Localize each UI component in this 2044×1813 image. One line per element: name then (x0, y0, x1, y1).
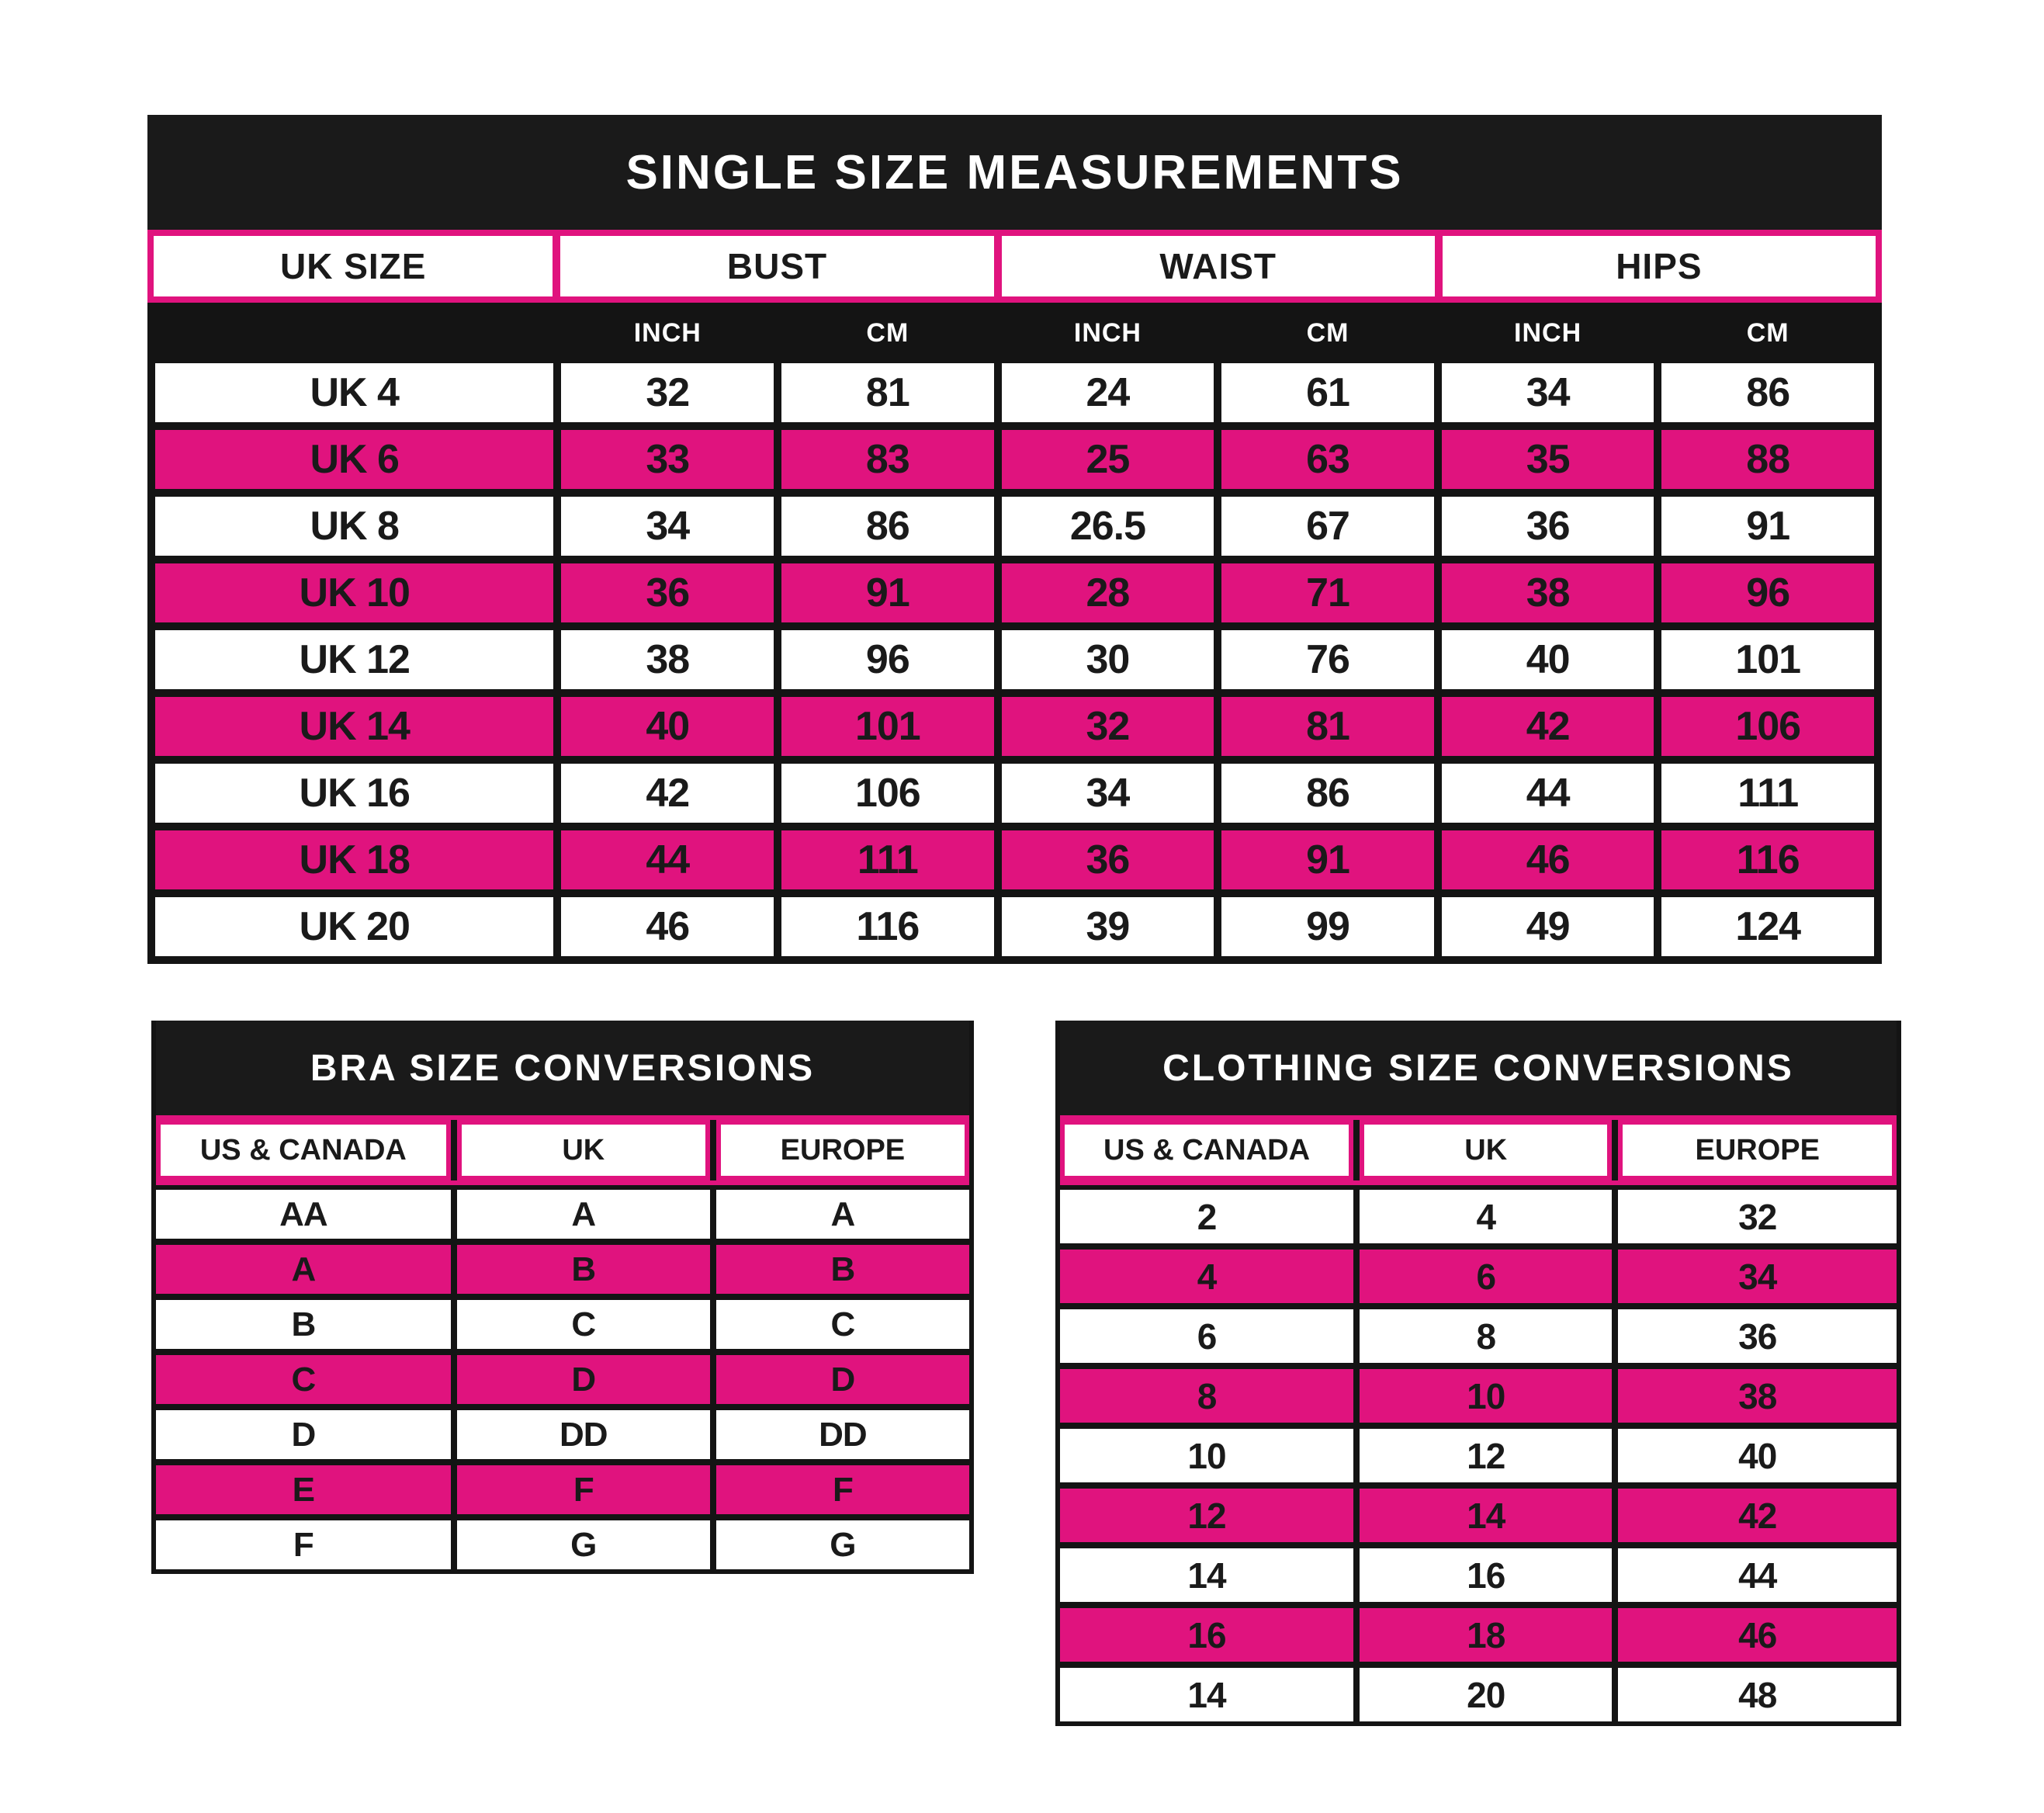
cell-text: F (293, 1525, 314, 1564)
cell-text: 38 (1738, 1375, 1777, 1416)
value-cell (781, 897, 994, 956)
cell-text: B (571, 1250, 596, 1288)
cell-text: 14 (1187, 1555, 1226, 1596)
cell-text: 81 (865, 370, 909, 415)
single-size-title: SINGLE SIZE MEASUREMENTS (625, 145, 1404, 199)
unit-header-hips-inch: INCH (1514, 317, 1582, 348)
value-cell (1002, 563, 1214, 622)
value-cell (1060, 1489, 1353, 1542)
cell-text: 12 (1467, 1435, 1505, 1476)
value-cell (156, 1520, 451, 1569)
column-header-label: WAIST (1159, 246, 1277, 286)
value-cell (1661, 363, 1874, 422)
single-size-body (147, 303, 1882, 964)
cell-text: A (571, 1194, 596, 1233)
value-cell (781, 697, 994, 756)
bra-size-column-headers (156, 1115, 969, 1185)
value-cell (1442, 497, 1654, 556)
cell-text: 20 (1467, 1674, 1505, 1715)
clothing-size-title-band (1060, 1021, 1897, 1115)
cell-text: 63 (1306, 437, 1349, 482)
value-cell (1618, 1250, 1897, 1303)
cell-text: 16 (1467, 1555, 1505, 1596)
cell-text: 86 (1306, 771, 1349, 816)
value-cell (561, 764, 774, 823)
cell-text: 46 (1738, 1614, 1777, 1655)
cell-text: 44 (1738, 1555, 1777, 1596)
cell-text: 111 (857, 837, 918, 882)
row-label-cell (155, 830, 553, 889)
value-cell (561, 563, 774, 622)
unit-header-bust-cm: CM (866, 317, 909, 348)
value-cell (457, 1410, 710, 1459)
cell-text: 32 (1738, 1196, 1777, 1237)
value-cell (156, 1300, 451, 1349)
value-cell (457, 1245, 710, 1294)
value-cell (1618, 1608, 1897, 1662)
column-header-hips (1443, 236, 1876, 296)
cell-text: UK 10 (299, 570, 410, 615)
value-cell (1060, 1309, 1353, 1363)
cell-text: 101 (854, 704, 920, 749)
cell-text: UK 20 (299, 904, 410, 949)
column-header-uk: UK (457, 1120, 710, 1180)
value-cell (1060, 1548, 1353, 1602)
value-cell (457, 1190, 710, 1239)
bra-size-conversions-table (151, 1021, 974, 1574)
value-cell (716, 1300, 969, 1349)
cell-text: 106 (1735, 704, 1801, 749)
clothing-size-title: CLOTHING SIZE CONVERSIONS (1162, 1047, 1794, 1089)
value-cell (1661, 497, 1874, 556)
value-cell (156, 1410, 451, 1459)
cell-text: 48 (1738, 1674, 1777, 1715)
single-size-column-headers (147, 230, 1882, 303)
cell-text: A (830, 1194, 855, 1233)
value-cell (1661, 430, 1874, 489)
value-cell (1661, 897, 1874, 956)
single-size-measurements-table (147, 115, 1882, 964)
cell-text: 34 (1526, 370, 1570, 415)
value-cell (1221, 630, 1434, 689)
cell-text: 38 (1526, 570, 1570, 615)
row-label-cell (155, 630, 553, 689)
cell-text: 34 (1738, 1256, 1777, 1297)
value-cell (1060, 1429, 1353, 1482)
value-cell (1661, 630, 1874, 689)
value-cell (781, 430, 994, 489)
cell-text: UK 14 (299, 704, 410, 749)
value-cell (1360, 1668, 1612, 1721)
value-cell (1060, 1250, 1353, 1303)
cell-text: 10 (1187, 1435, 1226, 1476)
cell-text: 46 (1526, 837, 1570, 882)
value-cell (1661, 764, 1874, 823)
cell-text: 99 (1306, 904, 1349, 949)
value-cell (561, 630, 774, 689)
cell-text: C (571, 1305, 596, 1343)
cell-text: 39 (1086, 904, 1130, 949)
cell-text: F (832, 1470, 853, 1509)
value-cell (781, 497, 994, 556)
cell-text: 46 (646, 904, 690, 949)
cell-text: 36 (1526, 504, 1570, 549)
cell-text: 124 (1735, 904, 1801, 949)
cell-text: 42 (646, 771, 690, 816)
row-label-cell (155, 897, 553, 956)
cell-text: UK 12 (299, 637, 410, 682)
column-header-label: HIPS (1616, 246, 1703, 286)
cell-text: D (291, 1415, 316, 1454)
value-cell (781, 630, 994, 689)
value-cell (716, 1465, 969, 1514)
value-cell (561, 697, 774, 756)
cell-text: 8 (1476, 1316, 1496, 1357)
cell-text: 101 (1735, 637, 1801, 682)
single-size-title-band (147, 115, 1882, 230)
cell-text: 91 (865, 570, 909, 615)
column-header-europe: EUROPE (1618, 1120, 1897, 1180)
cell-text: 38 (646, 637, 690, 682)
value-cell (561, 430, 774, 489)
row-label-cell (155, 563, 553, 622)
unit-header-waist-inch: INCH (1073, 317, 1142, 348)
cell-text: 106 (854, 771, 920, 816)
cell-text: 81 (1306, 704, 1349, 749)
value-cell (1360, 1548, 1612, 1602)
column-header-waist (1002, 236, 1435, 296)
cell-text: 44 (646, 837, 690, 882)
value-cell (716, 1245, 969, 1294)
cell-text: 12 (1187, 1495, 1226, 1536)
bra-size-title: BRA SIZE CONVERSIONS (310, 1047, 816, 1089)
cell-text: 42 (1526, 704, 1570, 749)
cell-text: 116 (856, 904, 920, 949)
cell-text: 34 (646, 504, 690, 549)
unit-header-row (155, 303, 1874, 363)
column-header-bust (560, 236, 993, 296)
cell-text: 67 (1306, 504, 1349, 549)
value-cell (781, 764, 994, 823)
cell-text: 91 (1746, 504, 1790, 549)
value-cell (1002, 363, 1214, 422)
cell-text: 96 (865, 637, 909, 682)
cell-text: 30 (1086, 637, 1130, 682)
column-header-us-canada: US & CANADA (156, 1120, 451, 1180)
value-cell (1618, 1429, 1897, 1482)
clothing-size-rows (1060, 1190, 1897, 1721)
value-cell (1442, 697, 1654, 756)
value-cell (1442, 897, 1654, 956)
row-label-cell (155, 697, 553, 756)
value-cell (1360, 1608, 1612, 1662)
value-cell (1442, 363, 1654, 422)
value-cell (156, 1465, 451, 1514)
cell-text: 26.5 (1069, 504, 1146, 549)
value-cell (457, 1355, 710, 1404)
cell-text: 34 (1086, 771, 1130, 816)
cell-text: DD (559, 1415, 608, 1454)
cell-text: 86 (865, 504, 909, 549)
cell-text: 86 (1746, 370, 1790, 415)
value-cell (1360, 1309, 1612, 1363)
cell-text: 36 (1086, 837, 1130, 882)
bra-size-title-band (156, 1021, 969, 1115)
cell-text: 96 (1746, 570, 1790, 615)
cell-text: 18 (1467, 1614, 1505, 1655)
value-cell (156, 1355, 451, 1404)
value-cell (1661, 563, 1874, 622)
row-label-cell (155, 363, 553, 422)
column-header-uk-size (154, 236, 553, 296)
cell-text: D (571, 1360, 596, 1399)
value-cell (1060, 1608, 1353, 1662)
column-header-label: UK SIZE (279, 246, 427, 286)
value-cell (1442, 430, 1654, 489)
value-cell (1002, 630, 1214, 689)
cell-text: UK 16 (299, 771, 410, 816)
cell-text: AA (279, 1194, 327, 1233)
column-header-uk: UK (1360, 1120, 1612, 1180)
value-cell (1221, 764, 1434, 823)
cell-text: 4 (1197, 1256, 1217, 1297)
clothing-size-conversions-table (1055, 1021, 1901, 1726)
value-cell (1618, 1548, 1897, 1602)
unit-header-hips-cm: CM (1746, 317, 1789, 348)
cell-text: 2 (1197, 1196, 1217, 1237)
cell-text: 71 (1306, 570, 1349, 615)
cell-text: UK 8 (310, 504, 399, 549)
value-cell (1002, 830, 1214, 889)
value-cell (1221, 363, 1434, 422)
value-cell (781, 830, 994, 889)
value-cell (1060, 1369, 1353, 1423)
value-cell (1442, 830, 1654, 889)
value-cell (561, 497, 774, 556)
cell-text: 28 (1086, 570, 1130, 615)
cell-text: 6 (1197, 1316, 1217, 1357)
value-cell (1002, 497, 1214, 556)
value-cell (561, 363, 774, 422)
value-cell (1221, 497, 1434, 556)
value-cell (1442, 630, 1654, 689)
value-cell (1221, 563, 1434, 622)
value-cell (1002, 697, 1214, 756)
value-cell (1618, 1309, 1897, 1363)
cell-text: 111 (1737, 771, 1799, 816)
cell-text: F (573, 1470, 594, 1509)
cell-text: 32 (1086, 704, 1130, 749)
cell-text: 24 (1086, 370, 1130, 415)
value-cell (156, 1245, 451, 1294)
value-cell (1442, 563, 1654, 622)
cell-text: G (570, 1525, 597, 1564)
row-label-cell (155, 764, 553, 823)
value-cell (561, 897, 774, 956)
cell-text: 49 (1526, 904, 1570, 949)
cell-text: 8 (1197, 1375, 1217, 1416)
value-cell (1221, 897, 1434, 956)
cell-text: UK 18 (299, 837, 410, 882)
cell-text: 88 (1746, 437, 1790, 482)
cell-text: D (830, 1360, 855, 1399)
cell-text: 6 (1476, 1256, 1496, 1297)
value-cell (1618, 1668, 1897, 1721)
cell-text: 61 (1306, 370, 1349, 415)
column-header-europe: EUROPE (716, 1120, 969, 1180)
cell-text: 36 (1738, 1316, 1777, 1357)
cell-text: UK 6 (310, 437, 399, 482)
value-cell (1618, 1190, 1897, 1243)
value-cell (1360, 1489, 1612, 1542)
cell-text: 44 (1526, 771, 1570, 816)
value-cell (1661, 697, 1874, 756)
value-cell (1002, 430, 1214, 489)
value-cell (716, 1410, 969, 1459)
value-cell (1618, 1369, 1897, 1423)
cell-text: 10 (1467, 1375, 1505, 1416)
cell-text: 16 (1187, 1614, 1226, 1655)
cell-text: G (830, 1525, 856, 1564)
cell-text: 35 (1526, 437, 1570, 482)
value-cell (1442, 764, 1654, 823)
cell-text: 14 (1187, 1674, 1226, 1715)
cell-text: UK 4 (310, 370, 399, 415)
cell-text: 116 (1736, 837, 1800, 882)
value-cell (457, 1300, 710, 1349)
single-size-rows (155, 363, 1874, 956)
cell-text: 42 (1738, 1495, 1777, 1536)
clothing-size-column-headers (1060, 1115, 1897, 1185)
value-cell (457, 1520, 710, 1569)
value-cell (781, 363, 994, 422)
column-header-label: BUST (726, 246, 828, 286)
value-cell (457, 1465, 710, 1514)
value-cell (716, 1190, 969, 1239)
value-cell (1060, 1668, 1353, 1721)
value-cell (716, 1520, 969, 1569)
value-cell (1661, 830, 1874, 889)
cell-text: 76 (1306, 637, 1349, 682)
unit-header-bust-inch: INCH (633, 317, 702, 348)
cell-text: B (830, 1250, 855, 1288)
cell-text: 40 (646, 704, 690, 749)
value-cell (1060, 1190, 1353, 1243)
value-cell (1618, 1489, 1897, 1542)
value-cell (716, 1355, 969, 1404)
cell-text: DD (819, 1415, 867, 1454)
value-cell (1221, 430, 1434, 489)
cell-text: 14 (1467, 1495, 1505, 1536)
value-cell (1002, 764, 1214, 823)
cell-text: B (291, 1305, 316, 1343)
cell-text: 36 (646, 570, 690, 615)
cell-text: A (291, 1250, 316, 1288)
cell-text: 40 (1738, 1435, 1777, 1476)
value-cell (1360, 1190, 1612, 1243)
value-cell (781, 563, 994, 622)
cell-text: 25 (1086, 437, 1130, 482)
cell-text: 91 (1306, 837, 1349, 882)
cell-text: 4 (1476, 1196, 1496, 1237)
column-header-us-canada: US & CANADA (1060, 1120, 1353, 1180)
row-label-cell (155, 430, 553, 489)
value-cell (1360, 1369, 1612, 1423)
value-cell (1360, 1250, 1612, 1303)
cell-text: 40 (1526, 637, 1570, 682)
cell-text: E (292, 1470, 315, 1509)
value-cell (1002, 897, 1214, 956)
value-cell (1221, 830, 1434, 889)
cell-text: 83 (865, 437, 909, 482)
value-cell (1360, 1429, 1612, 1482)
row-label-cell (155, 497, 553, 556)
unit-header-waist-cm: CM (1306, 317, 1349, 348)
cell-text: C (830, 1305, 855, 1343)
unit-header-spacer (155, 303, 553, 363)
value-cell (1221, 697, 1434, 756)
cell-text: 33 (646, 437, 690, 482)
value-cell (156, 1190, 451, 1239)
bra-size-rows (156, 1190, 969, 1569)
cell-text: C (291, 1360, 316, 1399)
cell-text: 32 (646, 370, 690, 415)
value-cell (561, 830, 774, 889)
